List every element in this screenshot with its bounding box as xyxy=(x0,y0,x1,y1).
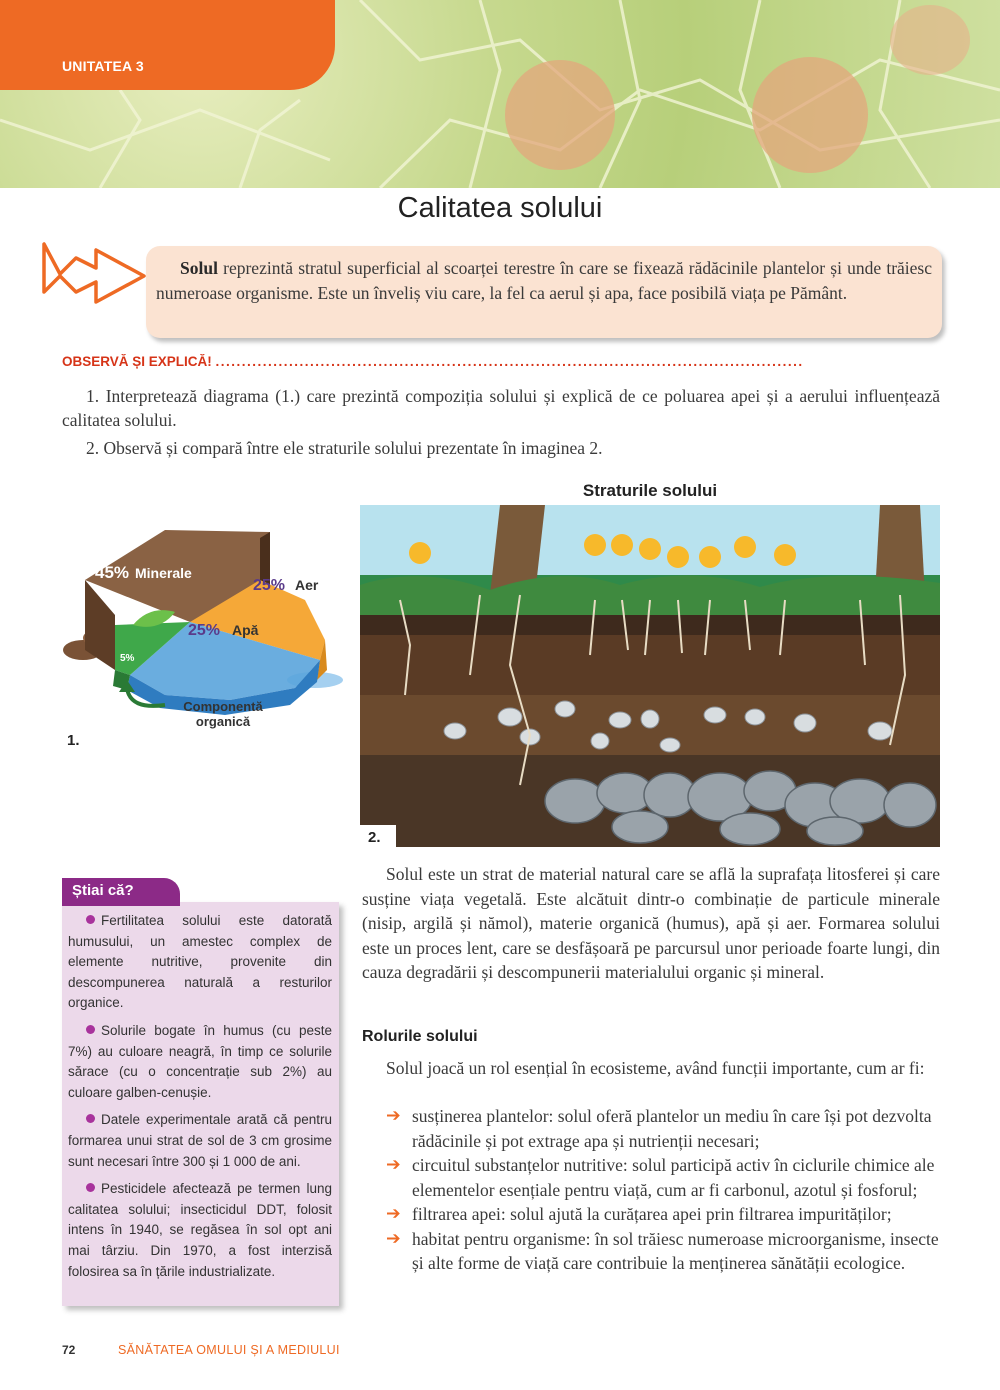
observe-heading xyxy=(62,354,942,374)
body-paragraph-1: Solul este un strat de material natural care se află la suprafața litosferei și care susține viața vegetală. Este alcătuit dintr-o combinație de particule minerale (nisip, argilă și nămol), materie organică (humus), apă și aer. Formarea solului este un proces lent, care se desfășoară pe parcursul unor perioade foarte lungi, din cauza degradării și descompunerii materialului organic și mineral. xyxy=(362,864,940,982)
observe-item-2: 2. Observă și compară între ele straturile solului prezentate în imaginea 2. xyxy=(86,438,603,458)
roles-list xyxy=(386,1104,942,1276)
label-organic-name-1: Componentă xyxy=(183,699,263,714)
arrow-right-icon: ➔ xyxy=(386,1204,401,1224)
soil-layers-illustration xyxy=(360,505,940,847)
list-item: ➔ susținerea plantelor: solul oferă plantelor un mediu în care își pot dezvolta rădăcinile și pot extrage apa și nutrienții necesari; xyxy=(386,1106,932,1151)
figure-2-number: 2. xyxy=(368,829,381,846)
dotted-rule: ................................................................................................................ xyxy=(215,354,804,369)
label-apa-pct: 25% xyxy=(188,622,221,639)
label-apa-name: Apă xyxy=(232,622,259,638)
soil-composition-pie-chart xyxy=(55,510,345,730)
unit-label: UNITATEA 3 xyxy=(62,58,144,74)
arrow-right-icon: ➔ xyxy=(386,1106,401,1126)
arrow-right-icon: ➔ xyxy=(386,1155,401,1175)
definition-text: reprezintă stratul superficial al scoarței terestre în care se fixează rădăcinile plantelor și unde trăiesc numeroase organisme. Este un înveliș viu care, la fel ca aerul și apa, face posibilă viața pe Pământ. xyxy=(156,258,932,303)
roles-heading: Rolurile solului xyxy=(362,1028,478,1045)
page-number: 72 xyxy=(62,1343,76,1357)
fact-item: Datele experimentale arată că pentru formarea unui strat de sol de 3 cm grosime sunt necesari între 300 și 1 000 de ani. xyxy=(68,1112,332,1169)
fact-item: Fertilitatea solului este datorată humusului, un amestec complex de elemente nutritive, provenite din descompunerea naturală a resturilor organice. xyxy=(68,913,332,1011)
page-title: Calitatea solului xyxy=(397,192,603,224)
footer-section: SĂNĂTATEA OMULUI ȘI A MEDIULUI xyxy=(118,1343,340,1357)
label-organic-name-2: organică xyxy=(195,714,251,729)
label-aer-name: Aer xyxy=(295,577,319,593)
list-item: ➔ filtrarea apei: solul ajută la curățarea apei prin filtrarea impurităților; xyxy=(386,1202,942,1227)
figure-2-title: Straturile solului xyxy=(582,481,718,500)
label-organic-pct: 5% xyxy=(120,653,135,664)
did-you-know-title: Știai că? xyxy=(72,882,134,899)
label-aer-pct: 25% xyxy=(253,577,286,594)
label-minerale-name: Minerale xyxy=(135,565,192,581)
bullet-dot-icon xyxy=(86,1114,95,1123)
definition-box xyxy=(146,246,942,338)
bullet-dot-icon xyxy=(86,1183,95,1192)
list-item: ➔ circuitul substanțelor nutritive: solul participă activ în ciclurile chimice ale elementelor esențiale pentru viață, cum ar fi carbonul, azotul și fosforul; xyxy=(386,1155,935,1200)
humus-layer xyxy=(360,635,940,695)
figure-1-number: 1. xyxy=(67,732,80,749)
definition-bold-word: Solul xyxy=(180,258,218,278)
arrow-icon xyxy=(40,240,150,310)
observe-item-1: 1. Interpretează diagrama (1.) care prezintă compoziția solului și explică de ce poluarea apei și a aerului influențează calitatea solului. xyxy=(62,386,940,430)
fact-item: Solurile bogate în humus (cu peste 7%) au culoare neagră, în timp ce solurile sărace (cu o concentrație sub 2%) au culoare galben-cenușie. xyxy=(68,1022,332,1100)
observe-heading-text: OBSERVĂ ȘI EXPLICĂ! xyxy=(62,354,212,369)
fact-item: Pesticidele afectează pe termen lung calitatea solului; insecticidul DDT, folosit intens în 1940, se regăsea în sol opt ani mai târziu. Din 1970, a fost interzisă folosirea sa în țările industrializate. xyxy=(68,1181,332,1279)
unit-tab xyxy=(0,0,335,90)
arrow-right-icon: ➔ xyxy=(386,1228,401,1249)
label-minerale-pct: 45% xyxy=(95,563,130,582)
header-banner xyxy=(0,0,1000,188)
bullet-dot-icon xyxy=(86,915,95,924)
bullet-dot-icon xyxy=(86,1025,95,1034)
did-you-know-content xyxy=(68,911,332,1289)
list-item: ➔ habitat pentru organisme: în sol trăiesc numeroase microorganisme, insecte și alte forme de viață care contribuie la menținerea sănătății ecologice. xyxy=(386,1228,939,1273)
roles-intro: Solul joacă un rol esențial în ecosisteme, având funcții importante, cum ar fi: xyxy=(386,1058,925,1078)
